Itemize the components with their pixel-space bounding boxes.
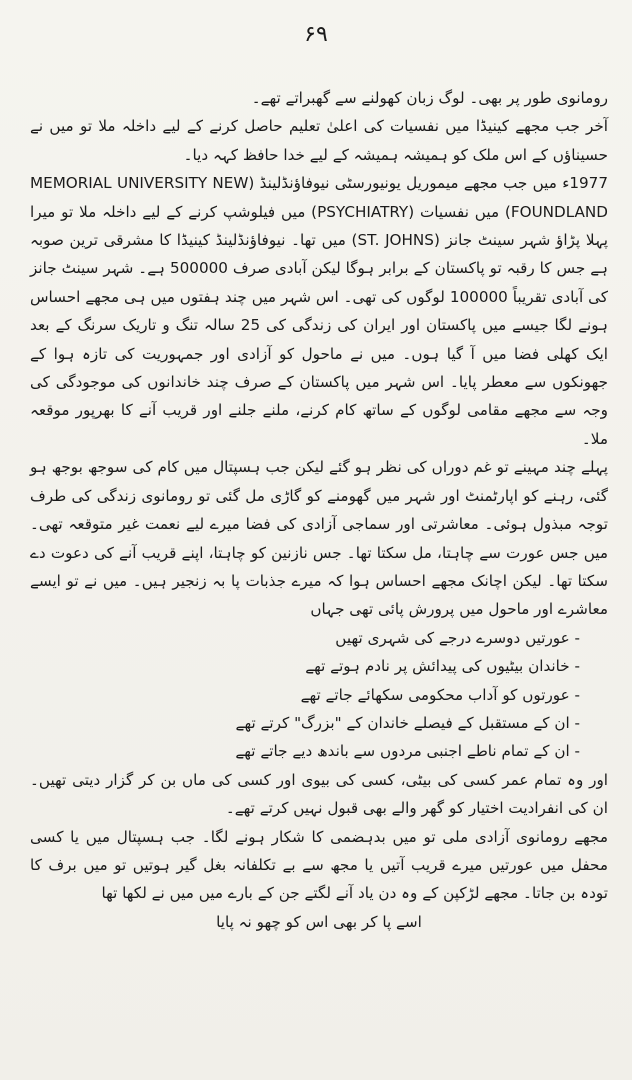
list-item: - ان کے تمام ناطے اجنبی مردوں سے باندھ دیے جاتے تھے (235, 742, 580, 761)
list-item: - عورتوں کو آداب محکومی سکھائے جاتے تھے (300, 685, 580, 704)
bullet-list (30, 624, 608, 766)
paragraph: رومانوی طور پر بھی۔ لوگ زبان کھولنے سے گھبراتے تھے۔ (251, 89, 608, 107)
paragraph: اور وہ تمام عمر کسی کی بیٹی، کسی کی بیوی اور کسی کی ماں بن کر گزار دیتی تھیں۔ ان کی انفرادیت اختیار کو گھر والے بھی قبول نہیں کرتے تھے۔ (30, 770, 608, 818)
list-item: - ان کے مستقبل کے فیصلے خاندان کے "بزرگ" کرتے تھے (235, 713, 580, 732)
paragraph: مجھے رومانوی آزادی ملی تو میں بدہضمی کا شکار ہونے لگا۔ جب ہسپتال میں یا کسی محفل میں عورتیں میرے قریب آتیں یا مجھ سے بے تکلفانہ بغل گیر ہوتیں تو میں برف کا تودہ بن جاتا۔ مجھے لڑکپن کے وہ دن یاد آنے لگتے جن کے بارے میں میں نے لکھا تھا (30, 827, 608, 903)
paragraph: پہلے چند مہینے تو غم دوراں کی نظر ہو گئے لیکن جب ہسپتال میں کام کی سوجھ بوجھ ہو گئی، رہنے کو اپارٹمنٹ اور شہر میں گھومنے کو گاڑی مل گئی تو رومانوی زندگی کی طرف توجہ مبذول ہوئی۔ معاشرتی اور سماجی آزادی کی فضا میرے لیے نعمت غیر متوقعہ تھی۔ میں جس عورت سے چاہتا، مل سکتا تھا۔ جس نازنین کو چاہتا، اپنے قریب آنے کی دعوت دے سکتا تھا۔ لیکن اچانک مجھے احساس ہوا کہ میرے جذبات پا بہ زنجیر ہیں۔ میں نے تو ایسے معاشرے اور ماحول میں پرورش پائی تھی جہاں (30, 458, 608, 619)
page-text (30, 84, 608, 936)
list-item: - عورتیں دوسرے درجے کی شہری تھیں (335, 628, 580, 647)
list-item: - خاندان بیٹیوں کی پیدائش پر نادم ہوتے تھے (305, 657, 580, 676)
paragraph: آخر جب مجھے کینیڈا میں نفسیات کی اعلیٰ تعلیم حاصل کرنے کے لیے داخلہ ملا تو میں نے حسیناؤں کے اس ملک کو ہمیشہ ہمیشہ کے لیے خدا حافظ کہہ دیا۔ (30, 117, 608, 164)
page-number: ۶۹ (304, 22, 328, 47)
paragraph: 1977ء میں جب مجھے میموریل یونیورسٹی نیوفاؤنڈلینڈ (MEMORIAL UNIVERSITY NEW FOUNDLAND) میں نفسیات (PSYCHIATRY) میں فیلوشپ کرنے کے لیے داخلہ ملا تو میرا پہلا پڑاؤ شہر سینٹ جانز (ST. JOHNS) میں تھا۔ نیوفاؤنڈلینڈ کینیڈا کا مشرقی ترین صوبہ ہے جس کا رقبہ تو پاکستان کے برابر ہوگا لیکن آبادی صرف 500000 ہے۔ شہر سینٹ جانز کی آبادی تقریباً 100000 لوگوں کی تھی۔ اس شہر میں چند ہفتوں میں ہی مجھے احساس ہونے لگا جیسے میں پاکستان اور ایران کی زندگی کی 25 سالہ تنگ و تاریک سرنگ کے بعد ایک کھلی فضا میں آ گیا ہوں۔ میں نے ماحول کو آزادی اور جمہوریت کی تازہ ہوا کے جھونکوں سے معطر پایا۔ اس شہر میں پاکستان کے صرف چند خاندانوں کی موجودگی کی وجہ سے مجھے مقامی لوگوں کے ساتھ کام کرنے، ملنے جلنے اور قریب آنے کا بھرپور موقعہ ملا۔ (30, 174, 609, 448)
closing-line: اسے پا کر بھی اس کو چھو نہ پایا (216, 912, 422, 931)
